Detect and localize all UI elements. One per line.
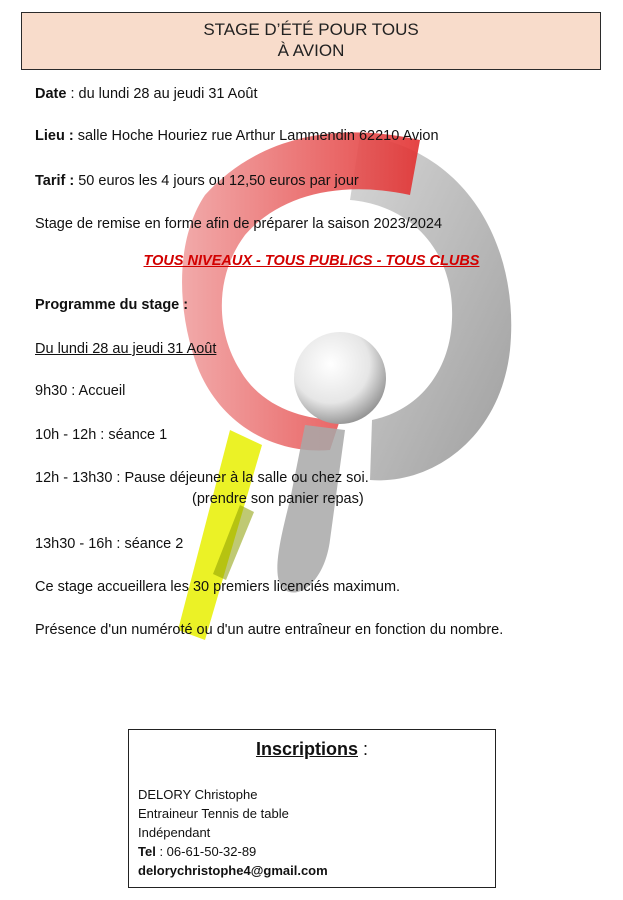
contact-phone: Tel : 06-61-50-32-89 bbox=[138, 844, 257, 859]
contact-name: DELORY Christophe bbox=[138, 787, 258, 802]
lieu-label: Lieu : bbox=[35, 128, 74, 144]
tarif-line bbox=[35, 173, 359, 189]
schedule-item: 10h - 12h : séance 1 bbox=[35, 427, 168, 443]
title-banner bbox=[21, 12, 601, 70]
lieu-value: salle Hoche Houriez rue Arthur Lammendin 62210 Avion bbox=[73, 128, 439, 144]
inscriptions-title: Inscriptions : bbox=[255, 739, 369, 759]
description-line: Stage de remise en forme afin de préparer la saison 2023/2024 bbox=[35, 216, 443, 232]
programme-period: Du lundi 28 au jeudi 31 Août bbox=[35, 341, 217, 357]
schedule-item: 13h30 - 16h : séance 2 bbox=[35, 536, 184, 552]
contact-email[interactable]: delorychristophe4@gmail.com bbox=[138, 863, 328, 878]
capacity-line: Ce stage accueillera les 30 premiers licenciés maximum. bbox=[35, 579, 401, 595]
tarif-label: Tarif : bbox=[35, 173, 75, 189]
schedule-item: 12h - 13h30 : Pause déjeuner à la salle ou chez soi. bbox=[35, 470, 369, 486]
date-value: : du lundi 28 au jeudi 31 Août bbox=[66, 86, 258, 102]
date-line bbox=[35, 86, 258, 102]
contact-status: Indépendant bbox=[138, 825, 211, 840]
inscriptions-box bbox=[128, 729, 496, 888]
lieu-line bbox=[35, 128, 439, 144]
title-line-1: STAGE D’ÉTÉ POUR TOUS bbox=[203, 20, 419, 39]
contact-role: Entraineur Tennis de table bbox=[138, 806, 289, 821]
tarif-value: 50 euros les 4 jours ou 12,50 euros par jour bbox=[74, 173, 359, 189]
presence-line: Présence d'un numéroté ou d'un autre entraîneur en fonction du nombre. bbox=[35, 622, 504, 638]
date-label: Date bbox=[35, 86, 67, 102]
schedule-note: (prendre son panier repas) bbox=[192, 491, 364, 507]
programme-heading: Programme du stage : bbox=[35, 297, 189, 313]
schedule-item: 9h30 : Accueil bbox=[35, 383, 126, 399]
title-line-2: À AVION bbox=[277, 41, 345, 60]
audience-highlight: TOUS NIVEAUX - TOUS PUBLICS - TOUS CLUBS bbox=[143, 253, 480, 269]
